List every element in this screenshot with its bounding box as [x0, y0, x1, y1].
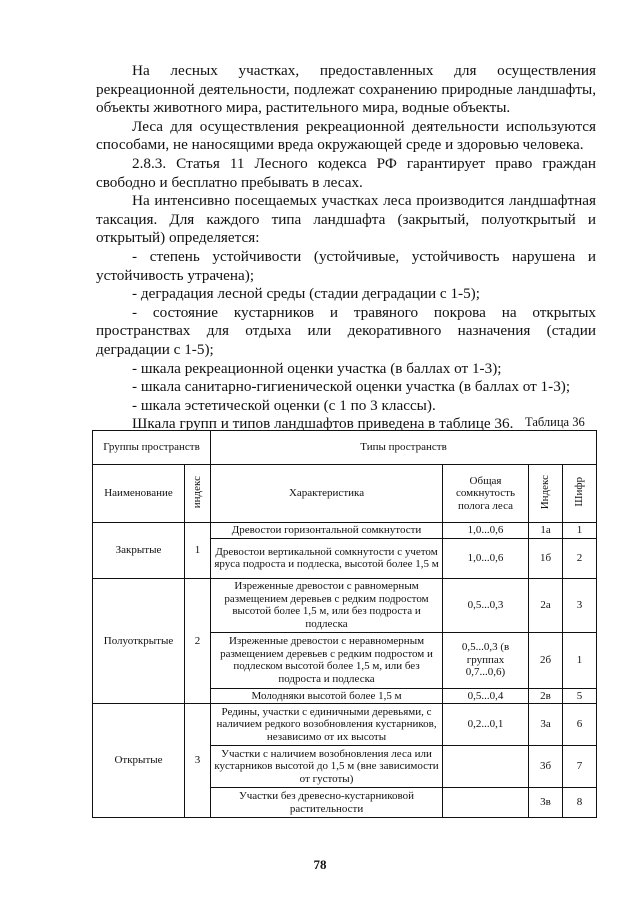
type-code: 6: [563, 704, 597, 746]
header-types: Типы пространств: [211, 431, 597, 465]
type-code: 3: [563, 578, 597, 632]
page-number: 78: [313, 857, 327, 872]
col-code-label: Шифр: [573, 476, 586, 507]
characteristic: Редины, участки с единичными деревьями, с наличием редкого возобновления кустарников, независимо от их высоты: [211, 704, 443, 746]
group-name: Полуоткрытые: [93, 578, 185, 704]
col-index-label: индекс: [191, 475, 204, 508]
group-index: 1: [185, 523, 211, 579]
group-name: Закрытые: [93, 523, 185, 579]
characteristic: Изреженные древостои с неравномерным размещением деревьев с редким подростом и подлеском высотой более 1,5 м, или без подроста и подлеска: [211, 632, 443, 688]
density: 0,5...0,3: [443, 578, 529, 632]
paragraph: На интенсивно посещаемых участках леса производится ландшафтная таксация. Для каждого типа ландшафта (закрытый, полуоткрытый и открытый) определяется:: [96, 192, 596, 247]
landscape-table: [92, 430, 597, 818]
list-item: - деградация лесной среды (стадии деградации с 1-5);: [132, 285, 480, 303]
type-code: 1: [563, 523, 597, 539]
paragraph: Леса для осуществления рекреационной деятельности используются способами, не наносящими вреда окружающей среде и здоровью человека.: [96, 117, 596, 154]
col-index2-header: [529, 465, 563, 523]
characteristic: Участки без древесно-кустарниковой растительности: [211, 788, 443, 818]
col-char-header: Характеристика: [211, 465, 443, 523]
body-text: [96, 62, 596, 434]
density: 0,5...0,3 (в группах 0,7...0,6): [443, 632, 529, 688]
type-index: 2б: [529, 632, 563, 688]
type-index: 1а: [529, 523, 563, 539]
list-item: - шкала эстетической оценки (с 1 по 3 классы).: [132, 396, 436, 414]
type-index: 2а: [529, 578, 563, 632]
group-index: 3: [185, 704, 211, 818]
density: 0,2...0,1: [443, 704, 529, 746]
type-code: 7: [563, 746, 597, 788]
density: [443, 746, 529, 788]
type-code: 8: [563, 788, 597, 818]
list-item: - состояние кустарников и травяного покрова на открытых пространствах для отдыха или декоративного назначения (стадии деградации с 1-5);: [96, 303, 596, 358]
table-row: [93, 523, 597, 539]
list-item: - шкала санитарно-гигиенической оценки участка (в баллах от 1-3);: [132, 378, 571, 396]
type-index: 3а: [529, 704, 563, 746]
characteristic: Древостои вертикальной сомкнутости с учетом яруса подроста и подлеска, высотой более 1,5 м: [211, 538, 443, 578]
table-caption: Таблица 36: [525, 415, 585, 429]
type-code: 5: [563, 688, 597, 704]
list-item: - шкала рекреационной оценки участка (в баллах от 1-3);: [132, 359, 502, 377]
paragraph: 2.8.3. Статья 11 Лесного кодекса РФ гарантирует право граждан свободно и бесплатно пребывать в лесах.: [96, 154, 596, 191]
table-row: [93, 704, 597, 746]
type-code: 2: [563, 538, 597, 578]
characteristic: Изреженные древостои с равномерным размещением деревьев с редким подростом высотой более 1,5 м, или без подроста и подлеска: [211, 578, 443, 632]
table-row: [93, 578, 597, 632]
col-name-header: Наименование: [93, 465, 185, 523]
col-index2-label: Индекс: [539, 474, 552, 509]
col-density-header: Общая сомкнутость полога леса: [443, 465, 529, 523]
type-index: 2в: [529, 688, 563, 704]
group-index: 2: [185, 578, 211, 704]
type-index: 3б: [529, 746, 563, 788]
list-item: - степень устойчивости (устойчивые, устойчивость нарушена и устойчивость утрачена);: [96, 247, 596, 284]
paragraph: На лесных участках, предоставленных для осуществления рекреационной деятельности, подлежат сохранению природные ландшафты, объекты животного мира, растительного мира, водные объекты.: [96, 62, 596, 117]
characteristic: Древостои горизонтальной сомкнутости: [211, 523, 443, 539]
density: 0,5...0,4: [443, 688, 529, 704]
characteristic: Участки с наличием возобновления леса или кустарников высотой до 1,5 м (вне зависимости от густоты): [211, 746, 443, 788]
header-groups: Группы пространств: [93, 431, 211, 465]
type-index: 1б: [529, 538, 563, 578]
paragraph: Шкала групп и типов ландшафтов приведена в таблице 36.: [132, 415, 514, 433]
type-index: 3в: [529, 788, 563, 818]
col-code-header: [563, 465, 597, 523]
density: [443, 788, 529, 818]
density: 1,0...0,6: [443, 538, 529, 578]
col-index-header: [185, 465, 211, 523]
characteristic: Молодняки высотой более 1,5 м: [211, 688, 443, 704]
density: 1,0...0,6: [443, 523, 529, 539]
group-name: Открытые: [93, 704, 185, 818]
type-code: 1: [563, 632, 597, 688]
